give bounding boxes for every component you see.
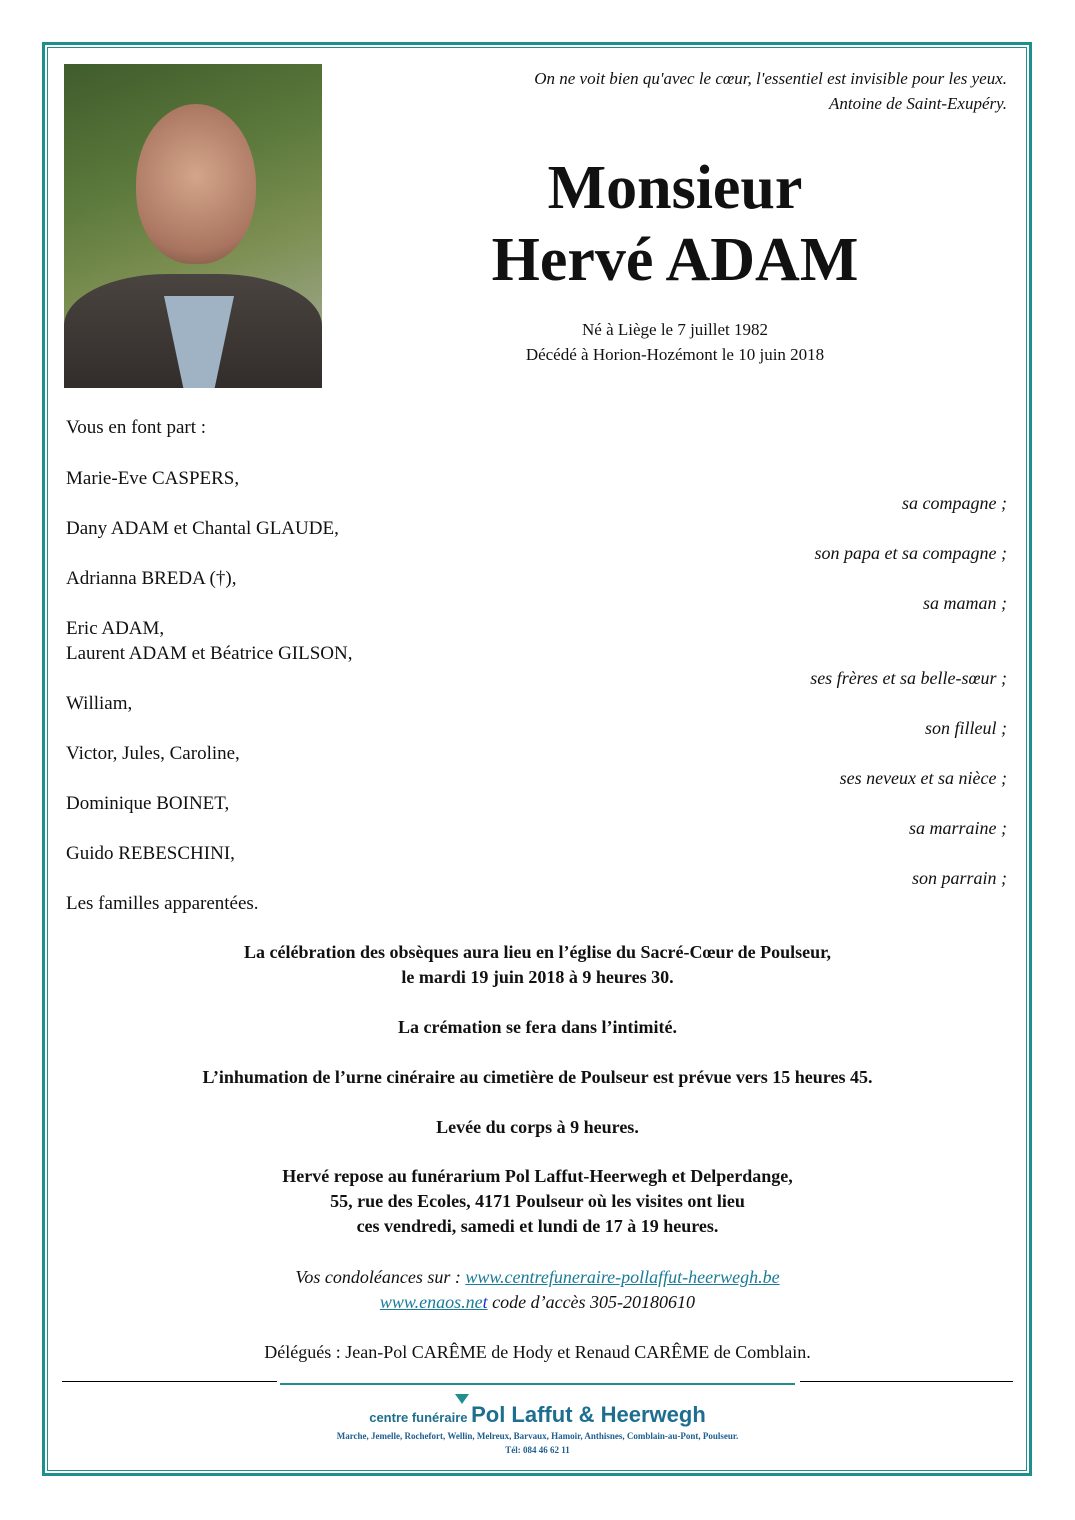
logo-big-text: Pol Laffut & Heerwegh: [471, 1402, 706, 1427]
family-name: William,: [66, 693, 133, 714]
life-dates: [340, 317, 1010, 367]
cremation-line: La crémation se fera dans l’intimité.: [398, 1017, 677, 1037]
title-name: Hervé ADAM: [491, 226, 859, 294]
intro-text: Vous en font part :: [66, 417, 207, 438]
logo-towns: Marche, Jemelle, Rochefort, Wellin, Melreux, Barvaux, Hamoir, Anthisnes, Comblain-au-Pont, Poulseur.: [336, 1431, 739, 1441]
access-code: code d’accès 305-20180610: [487, 1292, 696, 1312]
repose-line-2: 55, rue des Ecoles, 4171 Poulseur où les visites ont lieu: [330, 1191, 745, 1211]
family-relation: sa compagne ;: [902, 493, 1007, 513]
family-name: Adrianna BREDA (†),: [66, 568, 237, 589]
funeral-home-logo: [0, 1402, 1075, 1428]
death-line: Décédé à Horion-Hozémont le 10 juin 2018: [525, 345, 825, 364]
footer-rule-center: [280, 1383, 795, 1385]
family-name: Marie-Eve CASPERS,: [66, 468, 240, 489]
portrait-photo: [64, 64, 322, 388]
family-relation: son filleul ;: [925, 718, 1007, 738]
delegates-line: Délégués : Jean-Pol CARÊME de Hody et Renaud CARÊME de Comblain.: [264, 1342, 811, 1362]
epigraph-text: On ne voit bien qu'avec le cœur, l'essentiel est invisible pour les yeux.: [534, 69, 1007, 88]
celebration-line-1: La célébration des obsèques aura lieu en l’église du Sacré-Cœur de Poulseur,: [243, 942, 831, 962]
family-name: Eric ADAM,: [66, 618, 165, 639]
epigraph-author: Antoine de Saint-Exupéry.: [829, 94, 1007, 113]
title-honorific: Monsieur: [547, 154, 803, 222]
inhumation-line: L’inhumation de l’urne cinéraire au cimetière de Poulseur est prévue vers 15 heures 45.: [202, 1067, 873, 1087]
family-relation: sa marraine ;: [909, 818, 1007, 838]
condolences-link-enaos[interactable]: [380, 1292, 488, 1312]
epigraph: [534, 66, 1007, 116]
celebration-line-2: le mardi 19 juin 2018 à 9 heures 30.: [401, 967, 674, 987]
logo-small-text: centre funéraire: [369, 1410, 472, 1425]
family-name: Laurent ADAM et Béatrice GILSON,: [66, 643, 353, 664]
enaos-link-end: t: [482, 1292, 488, 1312]
birth-line: Né à Liège le 7 juillet 1982: [582, 320, 768, 339]
enaos-link-main: www.enaos.ne: [379, 1292, 483, 1312]
condolences-line-2: [60, 1290, 1015, 1315]
family-relation: ses frères et sa belle-sœur ;: [810, 668, 1007, 688]
logo-phone: Tél: 084 46 62 11: [505, 1445, 570, 1455]
footer-rule-right: [800, 1381, 1013, 1382]
family-relation: son papa et sa compagne ;: [814, 543, 1007, 563]
family-closing: Les familles apparentées.: [66, 893, 259, 914]
family-name: Dany ADAM et Chantal GLAUDE,: [66, 518, 339, 539]
condolences-link-funeral-home[interactable]: www.centrefuneraire-pollaffut-heerwegh.be: [465, 1267, 780, 1287]
family-relation: son parrain ;: [911, 868, 1007, 888]
family-name: Dominique BOINET,: [66, 793, 230, 814]
footer-rule-left: [62, 1381, 277, 1382]
family-name: Victor, Jules, Caroline,: [66, 743, 240, 764]
repose-line-1: Hervé repose au funérarium Pol Laffut-Heerwegh et Delperdange,: [282, 1166, 793, 1186]
condolences-line-1: [60, 1265, 1015, 1290]
portrait-face: [136, 104, 256, 264]
family-name: Guido REBESCHINI,: [66, 843, 235, 864]
repose-line-3: ces vendredi, samedi et lundi de 17 à 19 heures.: [356, 1216, 719, 1236]
family-relation: ses neveux et sa nièce ;: [839, 768, 1007, 788]
condolences-prefix: Vos condoléances sur :: [295, 1267, 466, 1287]
family-relation: sa maman ;: [923, 593, 1007, 613]
levee-line: Levée du corps à 9 heures.: [436, 1117, 639, 1137]
